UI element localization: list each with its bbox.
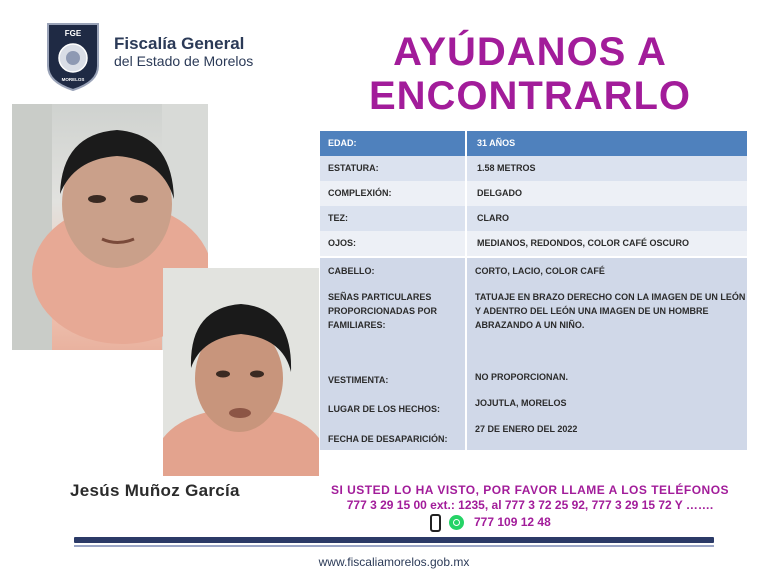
label-senas-1: SEÑAS PARTICULARES: [328, 292, 432, 302]
org-subtitle: del Estado de Morelos: [114, 53, 254, 69]
value-fecha: 27 DE ENERO DEL 2022: [475, 424, 578, 434]
missing-person-photo-2: [163, 268, 319, 476]
website-link[interactable]: www.fiscaliamorelos.gob.mx: [318, 555, 470, 569]
label-senas-3: FAMILIARES:: [328, 320, 386, 330]
headline-line-1: AYÚDANOS A: [393, 30, 667, 74]
footer-bar: [74, 537, 714, 543]
value-cabello: CORTO, LACIO, COLOR CAFÉ: [475, 266, 605, 276]
row-label-ojos: OJOS:: [320, 231, 465, 256]
row-value-tez: CLARO: [465, 206, 747, 231]
headline-line-2: ENCONTRARLO: [368, 74, 692, 118]
label-fecha: FECHA DE DESAPARICIÓN:: [328, 434, 448, 444]
details-block: [320, 258, 747, 450]
logo-sub-text: MORELOS: [61, 77, 85, 82]
whatsapp-icon: [449, 515, 464, 530]
table-row: [320, 206, 747, 231]
label-vestimenta: VESTIMENTA:: [328, 375, 389, 385]
value-senas-1: TATUAJE EN BRAZO DERECHO CON LA IMAGEN DE UN LEÓN: [475, 292, 746, 302]
call-to-action: SI USTED LO HA VISTO, POR FAVOR LLAME A LOS TELÉFONOS: [330, 483, 730, 497]
table-row: [320, 131, 747, 156]
logo-text: FGE: [64, 29, 82, 38]
info-table: [320, 131, 747, 256]
table-row: [320, 156, 747, 181]
value-senas-2: Y ADENTRO DEL LEÓN UNA IMAGEN DE UN HOMBRE: [475, 306, 709, 316]
value-vestimenta: NO PROPORCIONAN.: [475, 372, 569, 382]
phone-icon: [430, 514, 441, 532]
row-value-complexion: DELGADO: [465, 181, 747, 206]
table-row: [320, 231, 747, 256]
row-value-estatura: 1.58 METROS: [465, 156, 747, 181]
row-value-ojos: MEDIANOS, REDONDOS, COLOR CAFÉ OSCURO: [465, 231, 747, 256]
footer-bar-thin: [74, 545, 714, 547]
value-senas-3: ABRAZANDO A UN NIÑO.: [475, 320, 585, 330]
value-lugar: JOJUTLA, MORELOS: [475, 398, 567, 408]
table-row: [320, 181, 747, 206]
fge-logo-badge: [44, 20, 102, 92]
phone-numbers: 777 3 29 15 00 ext.: 1235, al 777 3 72 25 92, 777 3 29 15 72 Y …….: [346, 498, 714, 512]
org-name: Fiscalía General: [114, 34, 245, 53]
row-label-estatura: ESTATURA:: [320, 156, 465, 181]
row-label-edad: EDAD:: [320, 131, 465, 156]
whatsapp-number: 777 109 12 48: [474, 515, 551, 529]
headline: [330, 30, 730, 118]
row-label-complexion: COMPLEXIÓN:: [320, 181, 465, 206]
row-label-tez: TEZ:: [320, 206, 465, 231]
label-cabello: CABELLO:: [328, 266, 375, 276]
label-senas-2: PROPORCIONADAS POR: [328, 306, 438, 316]
person-name: Jesús Muñoz García: [70, 481, 240, 500]
row-value-edad: 31 AÑOS: [465, 131, 747, 156]
column-divider: [465, 258, 467, 450]
label-lugar: LUGAR DE LOS HECHOS:: [328, 404, 441, 414]
